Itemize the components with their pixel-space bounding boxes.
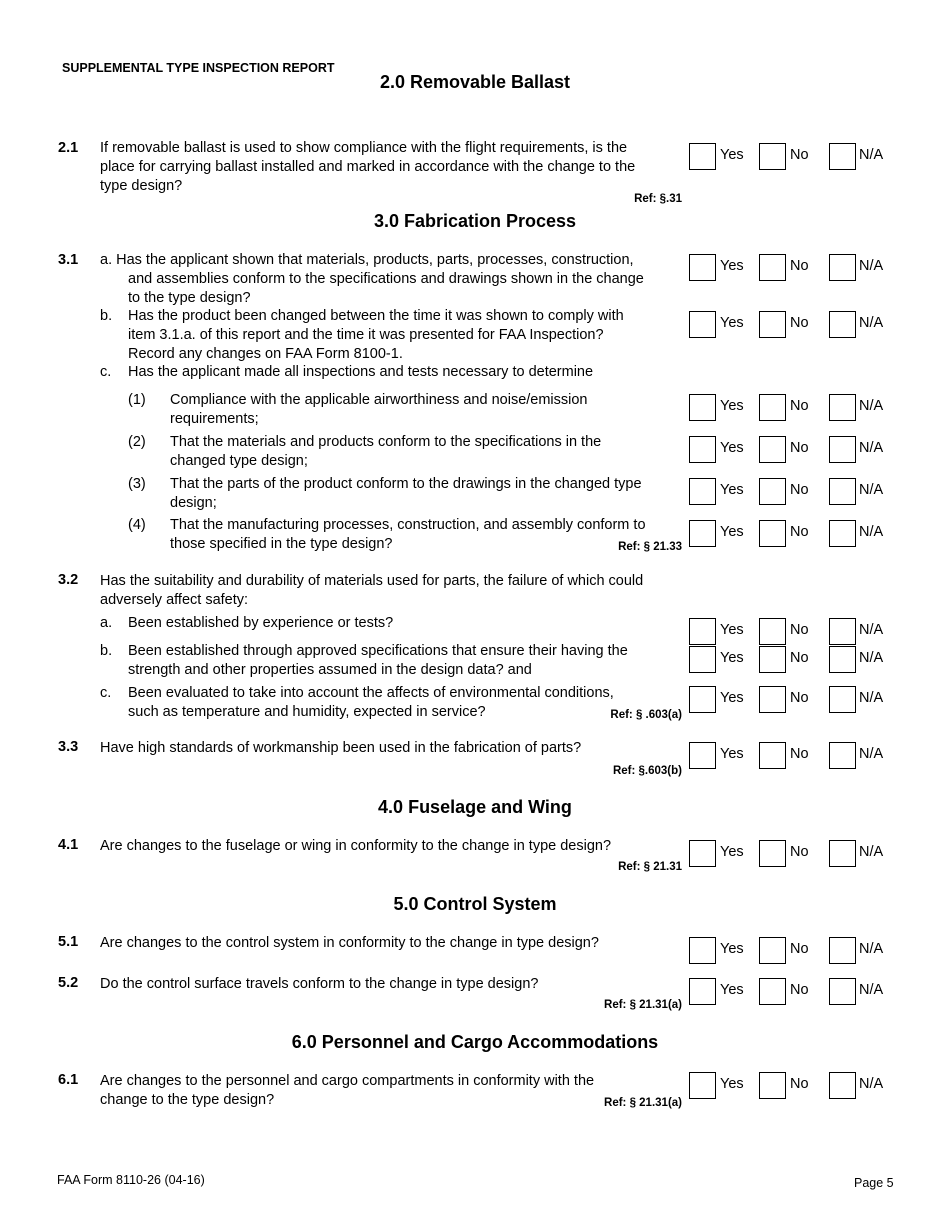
no-checkbox[interactable] [759, 311, 786, 338]
na-label: N/A [859, 482, 884, 498]
page-number: Page 5 [854, 1176, 894, 1190]
question-text-3-1c1: Compliance with the applicable airworthiness and noise/emission requirements; [170, 392, 588, 427]
no-checkbox[interactable] [759, 143, 786, 170]
no-checkbox[interactable] [759, 978, 786, 1005]
yes-checkbox[interactable] [689, 742, 716, 769]
question-number: 6.1 [58, 1072, 79, 1088]
no-label: No [790, 690, 809, 706]
na-label: N/A [859, 622, 884, 638]
no-label: No [790, 844, 809, 860]
report-title: SUPPLEMENTAL TYPE INSPECTION REPORT [62, 61, 335, 75]
no-label: No [790, 524, 809, 540]
na-checkbox[interactable] [829, 394, 856, 421]
no-checkbox[interactable] [759, 686, 786, 713]
sub-item-number: (1) [128, 392, 146, 408]
form-identifier: FAA Form 8110-26 (04-16) [57, 1173, 205, 1187]
no-label: No [790, 746, 809, 762]
question-number: 3.2 [58, 572, 79, 588]
na-checkbox[interactable] [829, 978, 856, 1005]
na-label: N/A [859, 690, 884, 706]
yes-checkbox[interactable] [689, 254, 716, 281]
no-checkbox[interactable] [759, 618, 786, 645]
na-label: N/A [859, 1076, 884, 1092]
yes-label: Yes [720, 746, 744, 762]
reference-3-1: Ref: § 21.33 [618, 541, 682, 553]
yes-label: Yes [720, 1076, 744, 1092]
na-label: N/A [859, 982, 884, 998]
na-checkbox[interactable] [829, 1072, 856, 1099]
yes-checkbox[interactable] [689, 618, 716, 645]
yes-label: Yes [720, 258, 744, 274]
yes-checkbox[interactable] [689, 143, 716, 170]
no-label: No [790, 982, 809, 998]
question-text-3-1c4: That the manufacturing processes, construction, and assembly conform to those specified in the type design? [170, 517, 646, 552]
item-letter: a. [100, 615, 113, 631]
yes-checkbox[interactable] [689, 394, 716, 421]
yes-label: Yes [720, 398, 744, 414]
question-text-4-1: Are changes to the fuselage or wing in conformity to the change in type design? [100, 838, 612, 854]
yes-checkbox[interactable] [689, 436, 716, 463]
section-title-fabrication-process: 3.0 Fabrication Process [373, 211, 577, 231]
yes-label: Yes [720, 147, 744, 163]
reference-4-1: Ref: § 21.31 [618, 861, 682, 873]
item-letter: b. [100, 643, 113, 659]
no-label: No [790, 258, 809, 274]
reference-3-3: Ref: §.603(b) [612, 765, 682, 777]
reference-3-2: Ref: § .603(a) [610, 709, 682, 721]
na-label: N/A [859, 147, 884, 163]
na-label: N/A [859, 398, 884, 414]
yes-label: Yes [720, 690, 744, 706]
question-text-3-1a-cont: and assemblies conform to the specifications and drawings shown in the change to the type design? [128, 271, 644, 306]
question-text-3-1b: Has the product been changed between the time it was shown to comply with item 3.1.a. of this report and the time it was presented for FAA Inspection? Record any changes on FAA Form 8100-1. [128, 308, 624, 362]
no-checkbox[interactable] [759, 254, 786, 281]
question-number: 2.1 [58, 140, 79, 156]
item-letter: b. [100, 308, 113, 324]
section-title-control-system: 5.0 Control System [393, 894, 557, 914]
no-label: No [790, 482, 809, 498]
na-checkbox[interactable] [829, 520, 856, 547]
no-checkbox[interactable] [759, 520, 786, 547]
question-number: 5.2 [58, 975, 79, 991]
no-label: No [790, 398, 809, 414]
item-letter: c. [100, 685, 112, 701]
no-label: No [790, 440, 809, 456]
na-checkbox[interactable] [829, 840, 856, 867]
question-text-5-2: Do the control surface travels conform to the change in type design? [100, 976, 539, 992]
na-label: N/A [859, 746, 884, 762]
na-checkbox[interactable] [829, 646, 856, 673]
yes-label: Yes [720, 315, 744, 331]
question-text-6-1: Are changes to the personnel and cargo compartments in conformity with the change to the type design? [100, 1073, 595, 1108]
yes-checkbox[interactable] [689, 937, 716, 964]
no-label: No [790, 147, 809, 163]
yes-label: Yes [720, 844, 744, 860]
na-checkbox[interactable] [829, 742, 856, 769]
question-text-3-3: Have high standards of workmanship been used in the fabrication of parts? [100, 740, 582, 756]
question-text-3-1c: Has the applicant made all inspections and tests necessary to determine [128, 364, 594, 380]
yes-checkbox[interactable] [689, 646, 716, 673]
no-label: No [790, 1076, 809, 1092]
sub-item-number: (2) [128, 434, 146, 450]
question-number: 3.3 [58, 739, 79, 755]
question-text-3-2: Has the suitability and durability of materials used for parts, the failure of which could adversely affect safety: [100, 573, 644, 608]
yes-label: Yes [720, 482, 744, 498]
yes-checkbox[interactable] [689, 686, 716, 713]
na-checkbox[interactable] [829, 618, 856, 645]
yes-label: Yes [720, 650, 744, 666]
na-label: N/A [859, 941, 884, 957]
yes-label: Yes [720, 941, 744, 957]
question-text-2-1: If removable ballast is used to show compliance with the flight requirements, is the place for carrying ballast installed and marked in accordance with the change to the type design? [100, 140, 636, 194]
no-checkbox[interactable] [759, 478, 786, 505]
na-checkbox[interactable] [829, 311, 856, 338]
section-title-fuselage-wing: 4.0 Fuselage and Wing [378, 797, 572, 817]
na-checkbox[interactable] [829, 937, 856, 964]
no-checkbox[interactable] [759, 1072, 786, 1099]
question-text-3-1c2: That the materials and products conform to the specifications in the changed type design; [170, 434, 602, 469]
na-checkbox[interactable] [829, 478, 856, 505]
yes-checkbox[interactable] [689, 978, 716, 1005]
question-text-3-1c3: That the parts of the product conform to the drawings in the changed type design; [170, 476, 642, 511]
no-checkbox[interactable] [759, 436, 786, 463]
sub-item-number: (3) [128, 476, 146, 492]
yes-checkbox[interactable] [689, 1072, 716, 1099]
yes-checkbox[interactable] [689, 520, 716, 547]
na-label: N/A [859, 650, 884, 666]
question-text-3-2c: Been evaluated to take into account the affects of environmental conditions, such as temperature and humidity, expected in service? [128, 685, 614, 720]
no-checkbox[interactable] [759, 742, 786, 769]
question-text-3-1a: a. Has the applicant shown that materials, products, parts, processes, construction, [100, 252, 634, 268]
question-text-3-2b: Been established through approved specifications that ensure their having the strength and other properties assumed in the design data? and [128, 643, 628, 678]
na-label: N/A [859, 844, 884, 860]
no-checkbox[interactable] [759, 394, 786, 421]
section-title-personnel-cargo: 6.0 Personnel and Cargo Accommodations [291, 1032, 659, 1052]
yes-checkbox[interactable] [689, 840, 716, 867]
item-letter: c. [100, 364, 112, 380]
question-number: 3.1 [58, 252, 79, 268]
no-checkbox[interactable] [759, 840, 786, 867]
yes-label: Yes [720, 982, 744, 998]
yes-checkbox[interactable] [689, 478, 716, 505]
no-label: No [790, 315, 809, 331]
na-label: N/A [859, 440, 884, 456]
question-number: 4.1 [58, 837, 79, 853]
na-label: N/A [859, 315, 884, 331]
na-checkbox[interactable] [829, 686, 856, 713]
na-label: N/A [859, 524, 884, 540]
question-text-5-1: Are changes to the control system in conformity to the change in type design? [100, 935, 599, 951]
yes-label: Yes [720, 524, 744, 540]
yes-label: Yes [720, 622, 744, 638]
question-number: 5.1 [58, 934, 79, 950]
yes-checkbox[interactable] [689, 311, 716, 338]
sub-item-number: (4) [128, 517, 146, 533]
no-checkbox[interactable] [759, 646, 786, 673]
no-checkbox[interactable] [759, 937, 786, 964]
section-title-removable-ballast: 2.0 Removable Ballast [379, 72, 571, 92]
no-label: No [790, 622, 809, 638]
na-checkbox[interactable] [829, 436, 856, 463]
no-label: No [790, 941, 809, 957]
no-label: No [790, 650, 809, 666]
na-checkbox[interactable] [829, 143, 856, 170]
na-checkbox[interactable] [829, 254, 856, 281]
na-label: N/A [859, 258, 884, 274]
reference-2-1: Ref: §.31 [634, 193, 682, 205]
reference-5-2: Ref: § 21.31(a) [604, 999, 682, 1011]
reference-6-1: Ref: § 21.31(a) [604, 1097, 682, 1109]
question-text-3-2a: Been established by experience or tests? [128, 615, 394, 631]
yes-label: Yes [720, 440, 744, 456]
